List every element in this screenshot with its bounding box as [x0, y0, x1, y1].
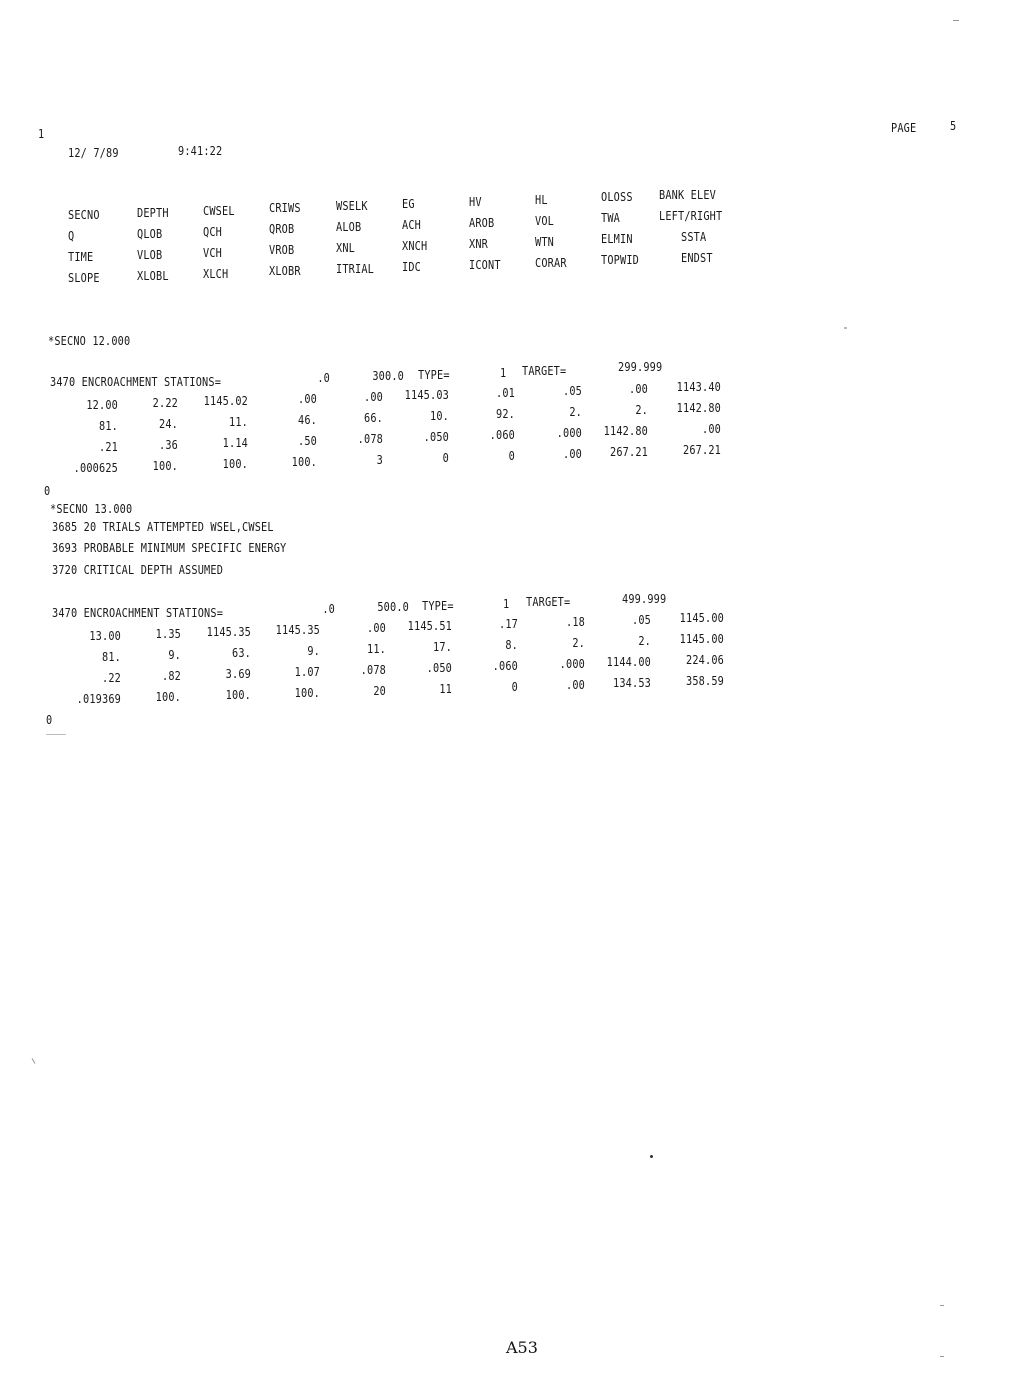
data-cell: .00: [562, 446, 582, 461]
column-header-label: CWSEL: [203, 202, 235, 218]
column-header-label: SLOPE: [68, 270, 100, 285]
data-cell: .05: [562, 383, 582, 398]
column-header-label: TOPWID: [601, 252, 640, 268]
data-cell: 1.35: [155, 626, 181, 641]
data-cell: .36: [158, 437, 178, 452]
data-cell: 100.: [155, 689, 181, 704]
data-cell: 2.: [635, 402, 648, 417]
data-cell: 1.14: [222, 435, 248, 450]
column-header-label: IDC: [402, 259, 422, 274]
section-end-marker: 0: [44, 483, 51, 498]
column-header-label: ALOB: [336, 219, 362, 235]
data-cell: .00: [297, 391, 317, 406]
data-cell: 2.: [638, 633, 651, 648]
data-cell: 1145.51: [407, 618, 452, 633]
data-cell: .50: [297, 433, 317, 448]
data-cell: 3: [376, 452, 383, 467]
data-cell: .000: [559, 656, 585, 671]
data-cell: 1143.40: [676, 379, 721, 394]
data-cell: .050: [426, 660, 452, 675]
type-label: TYPE=: [418, 367, 450, 382]
data-cell: 100.: [291, 454, 317, 469]
data-cell: .060: [492, 658, 518, 673]
data-cell: .82: [161, 668, 181, 683]
column-header-label: ICONT: [469, 256, 501, 272]
data-cell: 11: [439, 681, 452, 696]
encroachment-station-right: 500.0: [377, 599, 409, 614]
data-cell: 24.: [158, 416, 178, 431]
data-cell: 8.: [505, 637, 518, 652]
target-label: TARGET=: [522, 363, 567, 378]
encroachment-label: 3470 ENCROACHMENT STATIONS=: [50, 374, 222, 389]
section-title: *SECNO 12.000: [48, 333, 131, 348]
data-cell: .18: [565, 614, 585, 629]
column-header-label: VLOB: [137, 246, 163, 262]
data-cell: 3.69: [225, 666, 251, 681]
data-cell: .00: [363, 389, 383, 404]
column-header-label: XLOBL: [137, 267, 169, 283]
data-cell: 12.00: [86, 397, 118, 412]
data-cell: 100.: [225, 687, 251, 702]
message-line: 3720 CRITICAL DEPTH ASSUMED: [52, 562, 224, 577]
data-cell: .000625: [73, 460, 118, 475]
data-cell: 1.07: [294, 664, 320, 679]
data-cell: 92.: [495, 406, 515, 421]
data-cell: 13.00: [89, 628, 121, 643]
data-cell: .050: [423, 429, 449, 444]
column-header-label: EG: [402, 196, 415, 211]
column-header-label: XNL: [336, 240, 356, 256]
scan-speck: [844, 327, 847, 329]
encroachment-station-left: .0: [322, 601, 335, 616]
encroachment-label: 3470 ENCROACHMENT STATIONS=: [52, 605, 224, 620]
page-label: PAGE: [891, 120, 917, 135]
data-cell: 9.: [168, 647, 181, 662]
data-cell: 1142.80: [603, 423, 648, 438]
column-header-label: BANK ELEV: [659, 187, 717, 203]
data-cell: 224.06: [685, 652, 724, 667]
target-label: TARGET=: [526, 594, 571, 609]
column-header-label: ITRIAL: [336, 261, 375, 277]
scan-speck: [940, 1356, 944, 1357]
target-value: 499.999: [622, 591, 667, 606]
data-cell: .060: [489, 427, 515, 442]
column-header-label: VOL: [535, 212, 555, 228]
data-cell: 1145.35: [206, 624, 251, 639]
column-header-label: QROB: [269, 221, 295, 237]
column-header-label: XNR: [469, 235, 489, 251]
scan-speck: [32, 1058, 36, 1064]
data-cell: .00: [628, 381, 648, 396]
encroachment-station-left: .0: [317, 370, 330, 385]
data-cell: .000: [556, 425, 582, 440]
column-header-label: QCH: [203, 223, 223, 239]
message-line: 3685 20 TRIALS ATTEMPTED WSEL,CWSEL: [52, 519, 274, 534]
data-cell: 100.: [294, 685, 320, 700]
print-time: 9:41:22: [178, 143, 223, 158]
data-cell: .22: [101, 670, 121, 685]
type-value: 1: [500, 365, 507, 380]
encroachment-station-right: 300.0: [372, 368, 404, 383]
data-cell: .078: [360, 662, 386, 677]
column-header-label: VCH: [203, 244, 223, 260]
print-date: 12/ 7/89: [68, 145, 119, 160]
data-cell: 1145.02: [203, 393, 248, 408]
data-cell: .17: [498, 616, 518, 631]
data-cell: 81.: [98, 418, 118, 433]
column-header-label: HL: [535, 191, 548, 207]
section-title: *SECNO 13.000: [50, 501, 133, 516]
data-cell: 1145.00: [679, 610, 724, 625]
data-cell: 81.: [101, 649, 121, 664]
data-cell: 358.59: [685, 673, 724, 688]
scan-speck: [650, 1155, 653, 1158]
data-cell: 11.: [366, 641, 386, 656]
data-cell: 267.21: [682, 442, 721, 457]
data-cell: .05: [631, 612, 651, 627]
data-cell: 0: [511, 679, 518, 694]
data-cell: 2.: [569, 404, 582, 419]
data-cell: .00: [701, 421, 721, 436]
column-header-label: HV: [469, 193, 482, 209]
column-header-label: XNCH: [402, 238, 428, 253]
section-end-marker: 0: [46, 712, 53, 727]
data-cell: 267.21: [609, 444, 648, 459]
data-cell: 17.: [432, 639, 452, 654]
data-cell: 11.: [228, 414, 248, 429]
column-header-label: CORAR: [535, 254, 567, 270]
column-header-label: LEFT/RIGHT: [659, 208, 723, 224]
type-value: 1: [503, 596, 510, 611]
data-cell: 63.: [231, 645, 251, 660]
page-number: 5: [950, 118, 957, 133]
data-cell: 2.22: [152, 395, 178, 410]
data-cell: .00: [366, 620, 386, 635]
data-cell: 134.53: [612, 675, 651, 690]
column-header-label: WTN: [535, 233, 555, 249]
page-marker: 1: [38, 126, 45, 141]
column-header-label: CRIWS: [269, 200, 301, 216]
column-header-label: XLCH: [203, 265, 229, 281]
column-header-label: ELMIN: [601, 231, 633, 247]
column-header-label: SECNO: [68, 207, 100, 222]
data-cell: 9.: [307, 643, 320, 658]
column-header-label: Q: [68, 228, 75, 243]
column-header-label: QLOB: [137, 225, 163, 241]
page-code: A53: [506, 1338, 538, 1357]
column-header-label: OLOSS: [601, 189, 633, 205]
data-cell: 20: [373, 683, 386, 698]
data-cell: 1145.35: [275, 622, 320, 637]
data-cell: .21: [98, 439, 118, 454]
data-cell: .078: [357, 431, 383, 446]
data-cell: .01: [495, 385, 515, 400]
column-header-label: XLOBR: [269, 263, 301, 279]
column-header-label: WSELK: [336, 198, 368, 214]
data-cell: 66.: [363, 410, 383, 425]
scan-speck: [940, 1305, 944, 1306]
column-header-label: TWA: [601, 210, 621, 226]
column-header-label: ACH: [402, 217, 422, 232]
data-cell: 100.: [152, 458, 178, 473]
column-header-label: SSTA: [681, 229, 707, 245]
data-cell: 0: [442, 450, 449, 465]
data-cell: 1145.00: [679, 631, 724, 646]
data-cell: .00: [565, 677, 585, 692]
data-cell: 100.: [222, 456, 248, 471]
data-cell: .019369: [76, 691, 121, 706]
column-header-label: DEPTH: [137, 204, 169, 220]
data-cell: 1144.00: [606, 654, 651, 669]
data-cell: 0: [508, 448, 515, 463]
data-cell: 1142.80: [676, 400, 721, 415]
column-header-label: ENDST: [681, 250, 713, 266]
type-label: TYPE=: [422, 598, 454, 613]
message-line: 3693 PROBABLE MINIMUM SPECIFIC ENERGY: [52, 540, 287, 555]
column-header-label: AROB: [469, 214, 495, 230]
data-cell: 46.: [297, 412, 317, 427]
data-cell: 2.: [572, 635, 585, 650]
scan-speck: [953, 20, 959, 21]
target-value: 299.999: [618, 359, 663, 374]
data-cell: 1145.03: [404, 387, 449, 402]
data-cell: 10.: [429, 408, 449, 423]
scan-speck: [46, 734, 66, 735]
column-header-label: TIME: [68, 249, 94, 264]
column-header-label: VROB: [269, 242, 295, 258]
